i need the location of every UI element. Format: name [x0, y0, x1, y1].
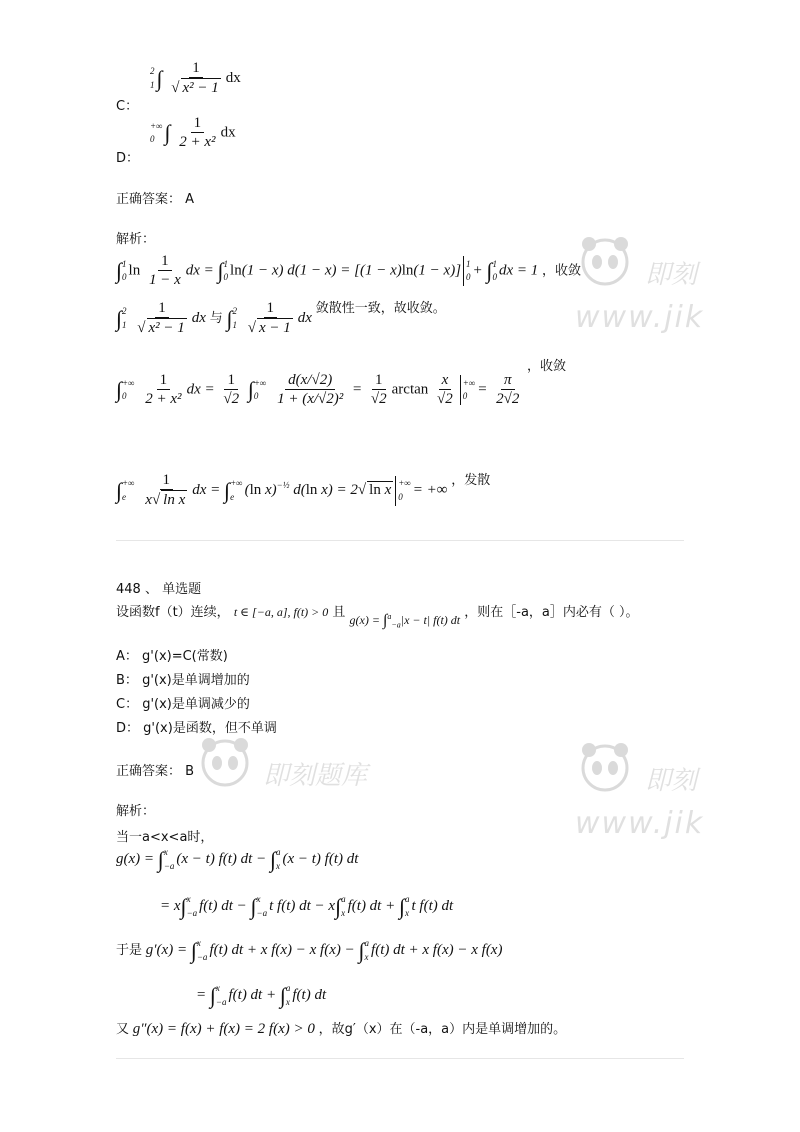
analysis-448-formula-5: 又 g″(x) = f(x) + f(x) = 2 f(x) > 0 ，故g′（x）在（-a，a）内是单调增加的。 — [116, 1021, 567, 1037]
analysis-448-prefix-3: 于是 — [116, 942, 143, 958]
option-d-formula: +∞ 0 ∫ $\frac{1}{\text{2 + x²}}$ dx — [150, 115, 236, 151]
option-b[interactable] — [116, 669, 250, 688]
option-c-text: g'(x)是单调减少的 — [142, 697, 250, 712]
answer-line-448 — [116, 760, 194, 779]
option-d-key: D： — [116, 151, 140, 166]
analysis-formula-2: ∫ 2 1 $\frac{1}{\text{√ x² − 1}}$ dx 与 ∫ 2 1 $\frac{1}{√ x - 1}$ dx 敛散性一致，故收敛。 — [116, 300, 446, 337]
option-a[interactable] — [116, 645, 228, 664]
divider — [116, 540, 684, 541]
stem-post: ，则在［-a，a］内必有（ ）。 — [464, 605, 639, 620]
watermark-name: 即刻 — [645, 766, 698, 796]
analysis-448-suffix-5: ，故g′（x）在（-a，a）内是单调增加的。 — [318, 1022, 567, 1037]
analysis-448-prefix-5: 又 — [116, 1022, 130, 1037]
option-c[interactable] — [116, 693, 250, 712]
option-d[interactable] — [116, 717, 277, 736]
option-b-key: B： — [116, 673, 138, 688]
analysis-448-formula-4: = ∫ x −a f(t) dt + ∫ a x f(t) dt — [196, 982, 327, 1008]
option-d-key: D： — [116, 721, 140, 736]
option-c-formula: 2 1 ∫ $\frac{1}{\text{√ x² − 1}}$ dx — [150, 60, 241, 97]
question-number: 448 — [116, 582, 141, 597]
answer-line — [116, 188, 194, 207]
option-d-text: g'(x)是函数，但不单调 — [143, 721, 277, 736]
option-c-key: C： — [116, 697, 139, 712]
analysis-label: 解析： — [116, 232, 156, 247]
answer-label: 正确答案： — [116, 192, 182, 207]
question-type: 单选题 — [162, 582, 202, 597]
watermark-name: 即刻 — [645, 260, 698, 290]
panda-logo-icon — [575, 232, 635, 292]
analysis-448-formula-2: = x∫ x −a f(t) dt − ∫ x −a t f(t) dt − x∫ a x f(t) dt + ∫ a x t f(t) dt — [160, 893, 454, 919]
watermark-url: www.jik — [575, 300, 705, 335]
analysis-formula-3: ∫ +∞ 0 $\frac{1}{\text{2 + x²}}$ dx = $\frac{1}{√2}$ ∫ +∞ 0 $\frac{d(x/√2)}{\text{1 + (x/√2)²}}$ = $\frac{1}{√2}$ arctan $\frac{x}{√2}$ +∞ 0 = $\frac{\pi}{2√2}$ — [116, 372, 520, 408]
panda-logo-icon — [575, 738, 635, 798]
answer-value: B — [185, 764, 195, 779]
option-c-key: C： — [116, 99, 139, 114]
analysis-formula-4: ∫ +∞ e $\frac{1}{\text{x√ ln x}}$ dx = ∫ +∞ e (ln x)$^{-\frac{1}{2}}$ d(ln x) = 2√ ln x +∞ 0 = +∞ ，发散 — [116, 472, 491, 509]
option-a-text: g'(x)=C(常数) — [142, 649, 228, 664]
answer-value: A — [185, 192, 195, 207]
option-a-key: A： — [116, 649, 138, 664]
answer-label: 正确答案： — [116, 764, 182, 779]
analysis-formula-1: ∫ 1 0 ln $\frac{1}{1 - x}$ dx = ∫ 1 0 ln(1 − x) d(1 − x) = [(1 − x)ln(1 − x)] 1 0 + ∫ 1 0 dx = 1 ，收敛 — [116, 253, 581, 289]
analysis-448-formula-3: 于是 g′(x) = ∫ x −a f(t) dt + x f(x) − x f(x) − ∫ a x f(t) dt + x f(x) − x f(x) — [116, 937, 503, 963]
analysis-note-2: 敛散性一致，故收敛。 — [315, 301, 446, 317]
analysis-note-4: ，发散 — [451, 473, 491, 489]
stem-pre: 设函数f（t）连续， — [116, 605, 230, 620]
analysis-note-1: ，收敛 — [541, 263, 581, 279]
question-sep: 、 — [144, 582, 158, 597]
divider-bottom — [116, 1058, 684, 1059]
question-stem: 设函数f（t）连续， t ∈ [−a, a], f(t) > 0 且 g(x) = ∫$^a_{-a}$|x − t| f(t) dt ，则在［-a，a］内必有（ ）。 — [116, 605, 639, 630]
watermark-name: 即刻题库 — [263, 761, 368, 791]
analysis-448-formula-1: g(x) = ∫ x −a (x − t) f(t) dt − ∫ a x (x − t) f(t) dt — [116, 846, 359, 872]
stem-cond-suffix: 且 — [332, 605, 346, 620]
watermark-url: www.jik — [575, 806, 705, 841]
analysis-mid-2: 与 — [209, 311, 223, 327]
question-header — [116, 578, 201, 597]
option-b-text: g'(x)是单调增加的 — [142, 673, 250, 688]
panda-logo-icon — [195, 733, 255, 793]
analysis-line-1: 当一a<x<a时， — [116, 830, 214, 845]
analysis-label-448: 解析： — [116, 804, 156, 819]
analysis-note-3: ，收敛 — [527, 359, 567, 374]
